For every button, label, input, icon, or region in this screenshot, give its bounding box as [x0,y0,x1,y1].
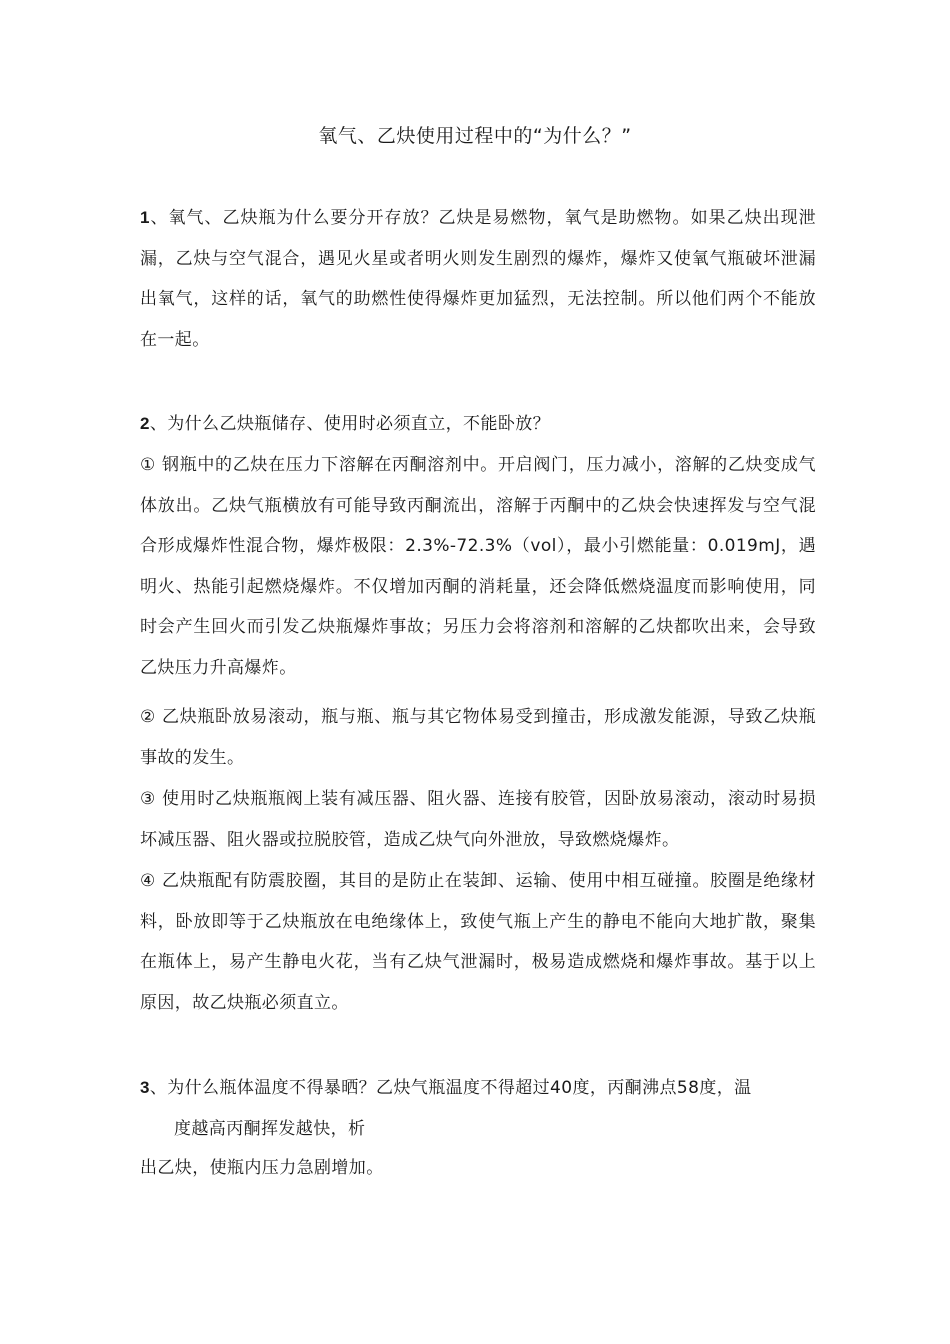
section-3-number: 3 [140,1078,150,1097]
section-2-item-3: ③ 使用时乙炔瓶瓶阀上装有减压器、阻火器、连接有胶管，因卧放易滚动，滚动时易损坏减压器、阻火器或拉脱胶管，造成乙炔气向外泄放，导致燃烧爆炸。 [140,789,816,850]
section-2-heading [140,404,816,445]
section-3-line-1: 、为什么瓶体温度不得暴晒？乙炔气瓶温度不得超过40度，丙酮沸点58度，温 [149,1078,752,1098]
document-title: 氧气、乙炔使用过程中的“为什么？” [318,125,632,147]
section-2-item-4: ④ 乙炔瓶配有防震胶圈，其目的是防止在装卸、运输、使用中相互碰撞。胶圈是绝缘材料，卧放即等于乙炔瓶放在电绝缘体上，致使气瓶上产生的静电不能向大地扩散，聚集在瓶体上，易产生静电火花，当有乙炔气泄漏时，极易造成燃烧和爆炸事故。基于以上原因，故乙炔瓶必须直立。 [140,871,816,1013]
section-2-number: 2 [140,414,150,433]
section-2-item-1: ① 钢瓶中的乙炔在压力下溶解在丙酮溶剂中。开启阀门，压力减小，溶解的乙炔变成气体放出。乙炔气瓶横放有可能导致丙酮流出，溶解于丙酮中的乙炔会快速挥发与空气混合形成爆炸性混合物，爆炸极限：2.3%-72.3%（vol），最小引燃能量：0.019mJ，遇明火、热能引起燃烧爆炸。不仅增加丙酮的消耗量，还会降低燃烧温度而影响使用，同时会产生回火而引发乙炔瓶爆炸事故；另压力会将溶剂和溶解的乙炔都吹出来，会导致乙炔压力升高爆炸。 [140,455,816,678]
section-1-number: 1 [140,208,150,227]
section-3 [140,1068,816,1149]
section-1 [140,198,816,360]
section-1-text: 、氧气、乙炔瓶为什么要分开存放？乙炔是易燃物，氧气是助燃物。如果乙炔出现泄漏，乙炔与空气混合，遇见火星或者明火则发生剧烈的爆炸，爆炸又使氧气瓶破坏泄漏出氧气，这样的话，氧气的助燃性使得爆炸更加猛烈，无法控制。所以他们两个不能放在一起。 [140,208,816,350]
section-3-line-3: 出乙炔，使瓶内压力急剧增加。 [140,1158,384,1178]
section-2-item-2: ② 乙炔瓶卧放易滚动，瓶与瓶、瓶与其它物体易受到撞击，形成激发能源，导致乙炔瓶事故的发生。 [140,707,816,768]
section-2-text: 、为什么乙炔瓶储存、使用时必须直立，不能卧放？ [149,414,551,434]
section-3-line-2: 度越高丙酮挥发越快，析 [174,1118,366,1139]
